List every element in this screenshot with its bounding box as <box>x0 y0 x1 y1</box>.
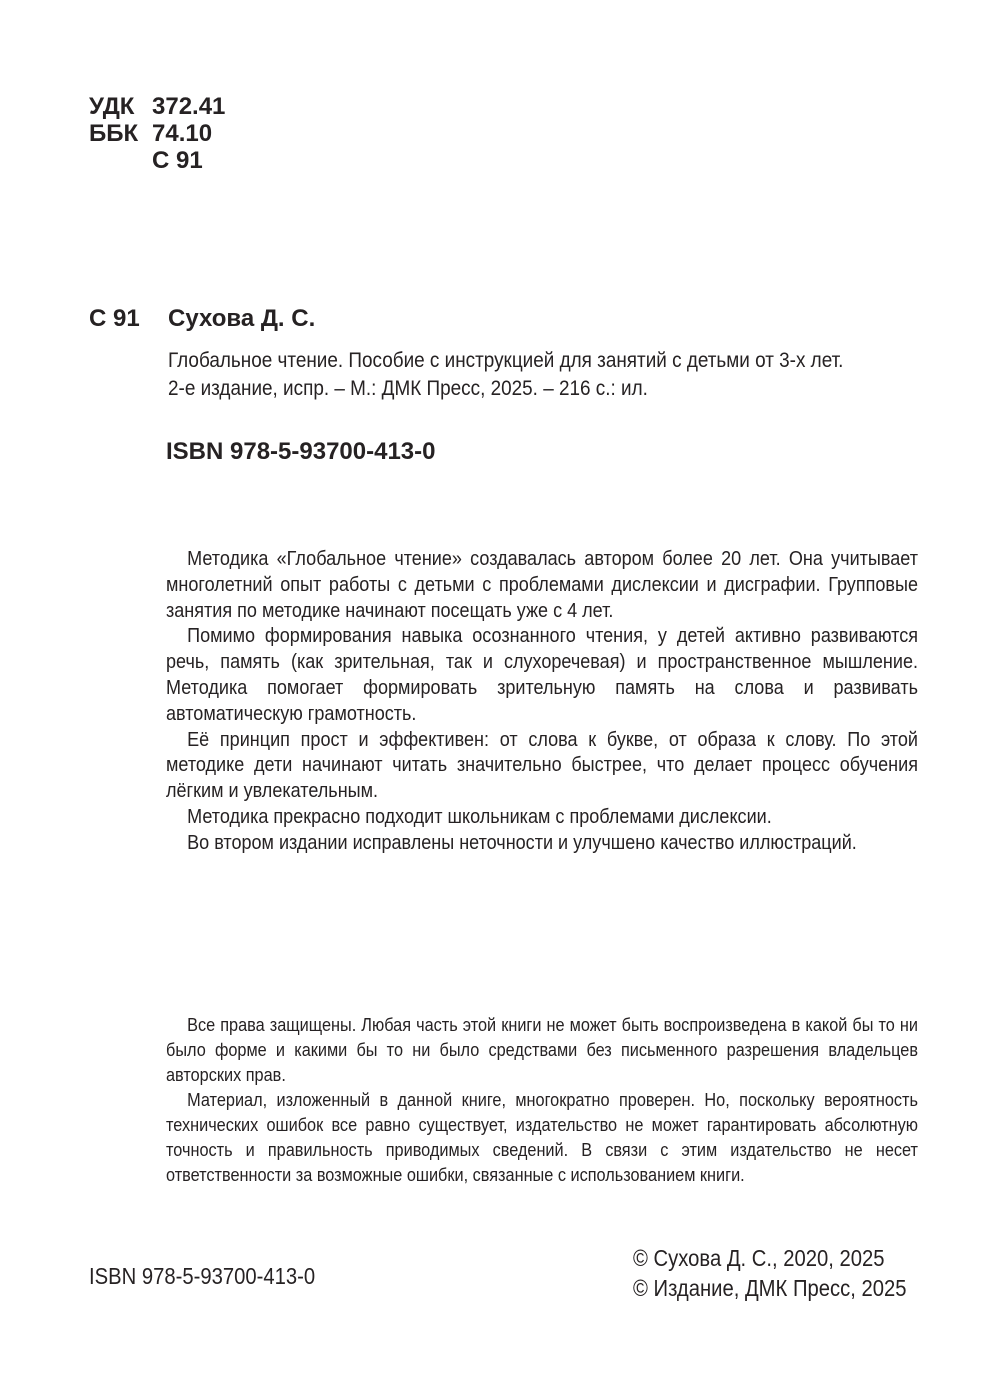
bibliographic-description <box>168 346 920 402</box>
author-sign-label <box>89 147 152 174</box>
copyright-author: © Сухова Д. С., 2020, 2025 <box>633 1245 885 1271</box>
catalog-codes-block <box>89 93 225 174</box>
author-name: Сухова Д. С. <box>168 305 316 332</box>
description-line: 2-е издание, испр. – М.: ДМК Пресс, 2025. – 216 с.: ил. <box>168 376 648 400</box>
isbn-footer <box>89 1262 489 1290</box>
annotation-paragraph: Во втором издании исправлены неточности и улучшено качество иллюстраций. <box>187 830 857 854</box>
annotation-paragraph: Методика прекрасно подходит школьникам с проблемами дислексии. <box>187 804 772 828</box>
annotation-paragraph: Её принцип прост и эффективен: от слова к букве, от образа к слову. По этой методике дети начинают читать значительно быстрее, что делает процесс обучения лёгким и увлекательным. <box>166 727 918 803</box>
description-line: Глобальное чтение. Пособие с инструкцией для занятий с детьми от 3-х лет. <box>168 348 844 372</box>
isbn-footer-text: ISBN 978-5-93700-413-0 <box>89 1263 316 1289</box>
legal-paragraph: Все права защищены. Любая часть этой книги не может быть воспроизведена в какой бы то ни было форме и какими бы то ни было средствами без письменного разрешения владельцев авторских прав. <box>166 1014 918 1085</box>
isbn-heading: ISBN 978-5-93700-413-0 <box>166 438 436 465</box>
author-sign-row <box>89 147 225 174</box>
author-sign-value: С 91 <box>152 147 203 174</box>
legal-notice-block <box>166 1012 918 1187</box>
annotation-paragraph: Помимо формирования навыка осознанного чтения, у детей активно развиваются речь, память (как зрительная, так и слухоречевая) и пространственное мышление. Методика помогает формировать зрительную память на слова и развивать автоматическую грамотность. <box>166 624 918 725</box>
bbk-value: 74.10 <box>152 120 213 147</box>
udk-label: УДК <box>89 93 135 120</box>
bbk-label: ББК <box>89 120 139 147</box>
bbk-row <box>89 120 225 147</box>
copyright-publisher: © Издание, ДМК Пресс, 2025 <box>633 1275 907 1301</box>
legal-paragraph: Материал, изложенный в данной книге, многократно проверен. Но, поскольку вероятность технических ошибок все равно существует, издательство не может гарантировать абсолютную точность и правильность приводимых сведений. В связи с этим издательство не несет ответственности за возможные ошибки, связанные с использованием книги. <box>166 1089 918 1185</box>
copyright-block <box>633 1243 933 1303</box>
annotation-paragraph: Методика «Глобальное чтение» создавалась автором более 20 лет. Она учитывает многолетний опыт работы с детьми с проблемами дислексии и дисграфии. Групповые занятия по методике начинают посещать уже с 4 лет. <box>166 547 918 622</box>
catalog-entry-code: С 91 <box>89 305 140 332</box>
udk-value: 372.41 <box>152 93 226 120</box>
catalog-entry <box>89 305 315 332</box>
udk-row <box>89 93 225 120</box>
annotation-block <box>166 546 918 856</box>
